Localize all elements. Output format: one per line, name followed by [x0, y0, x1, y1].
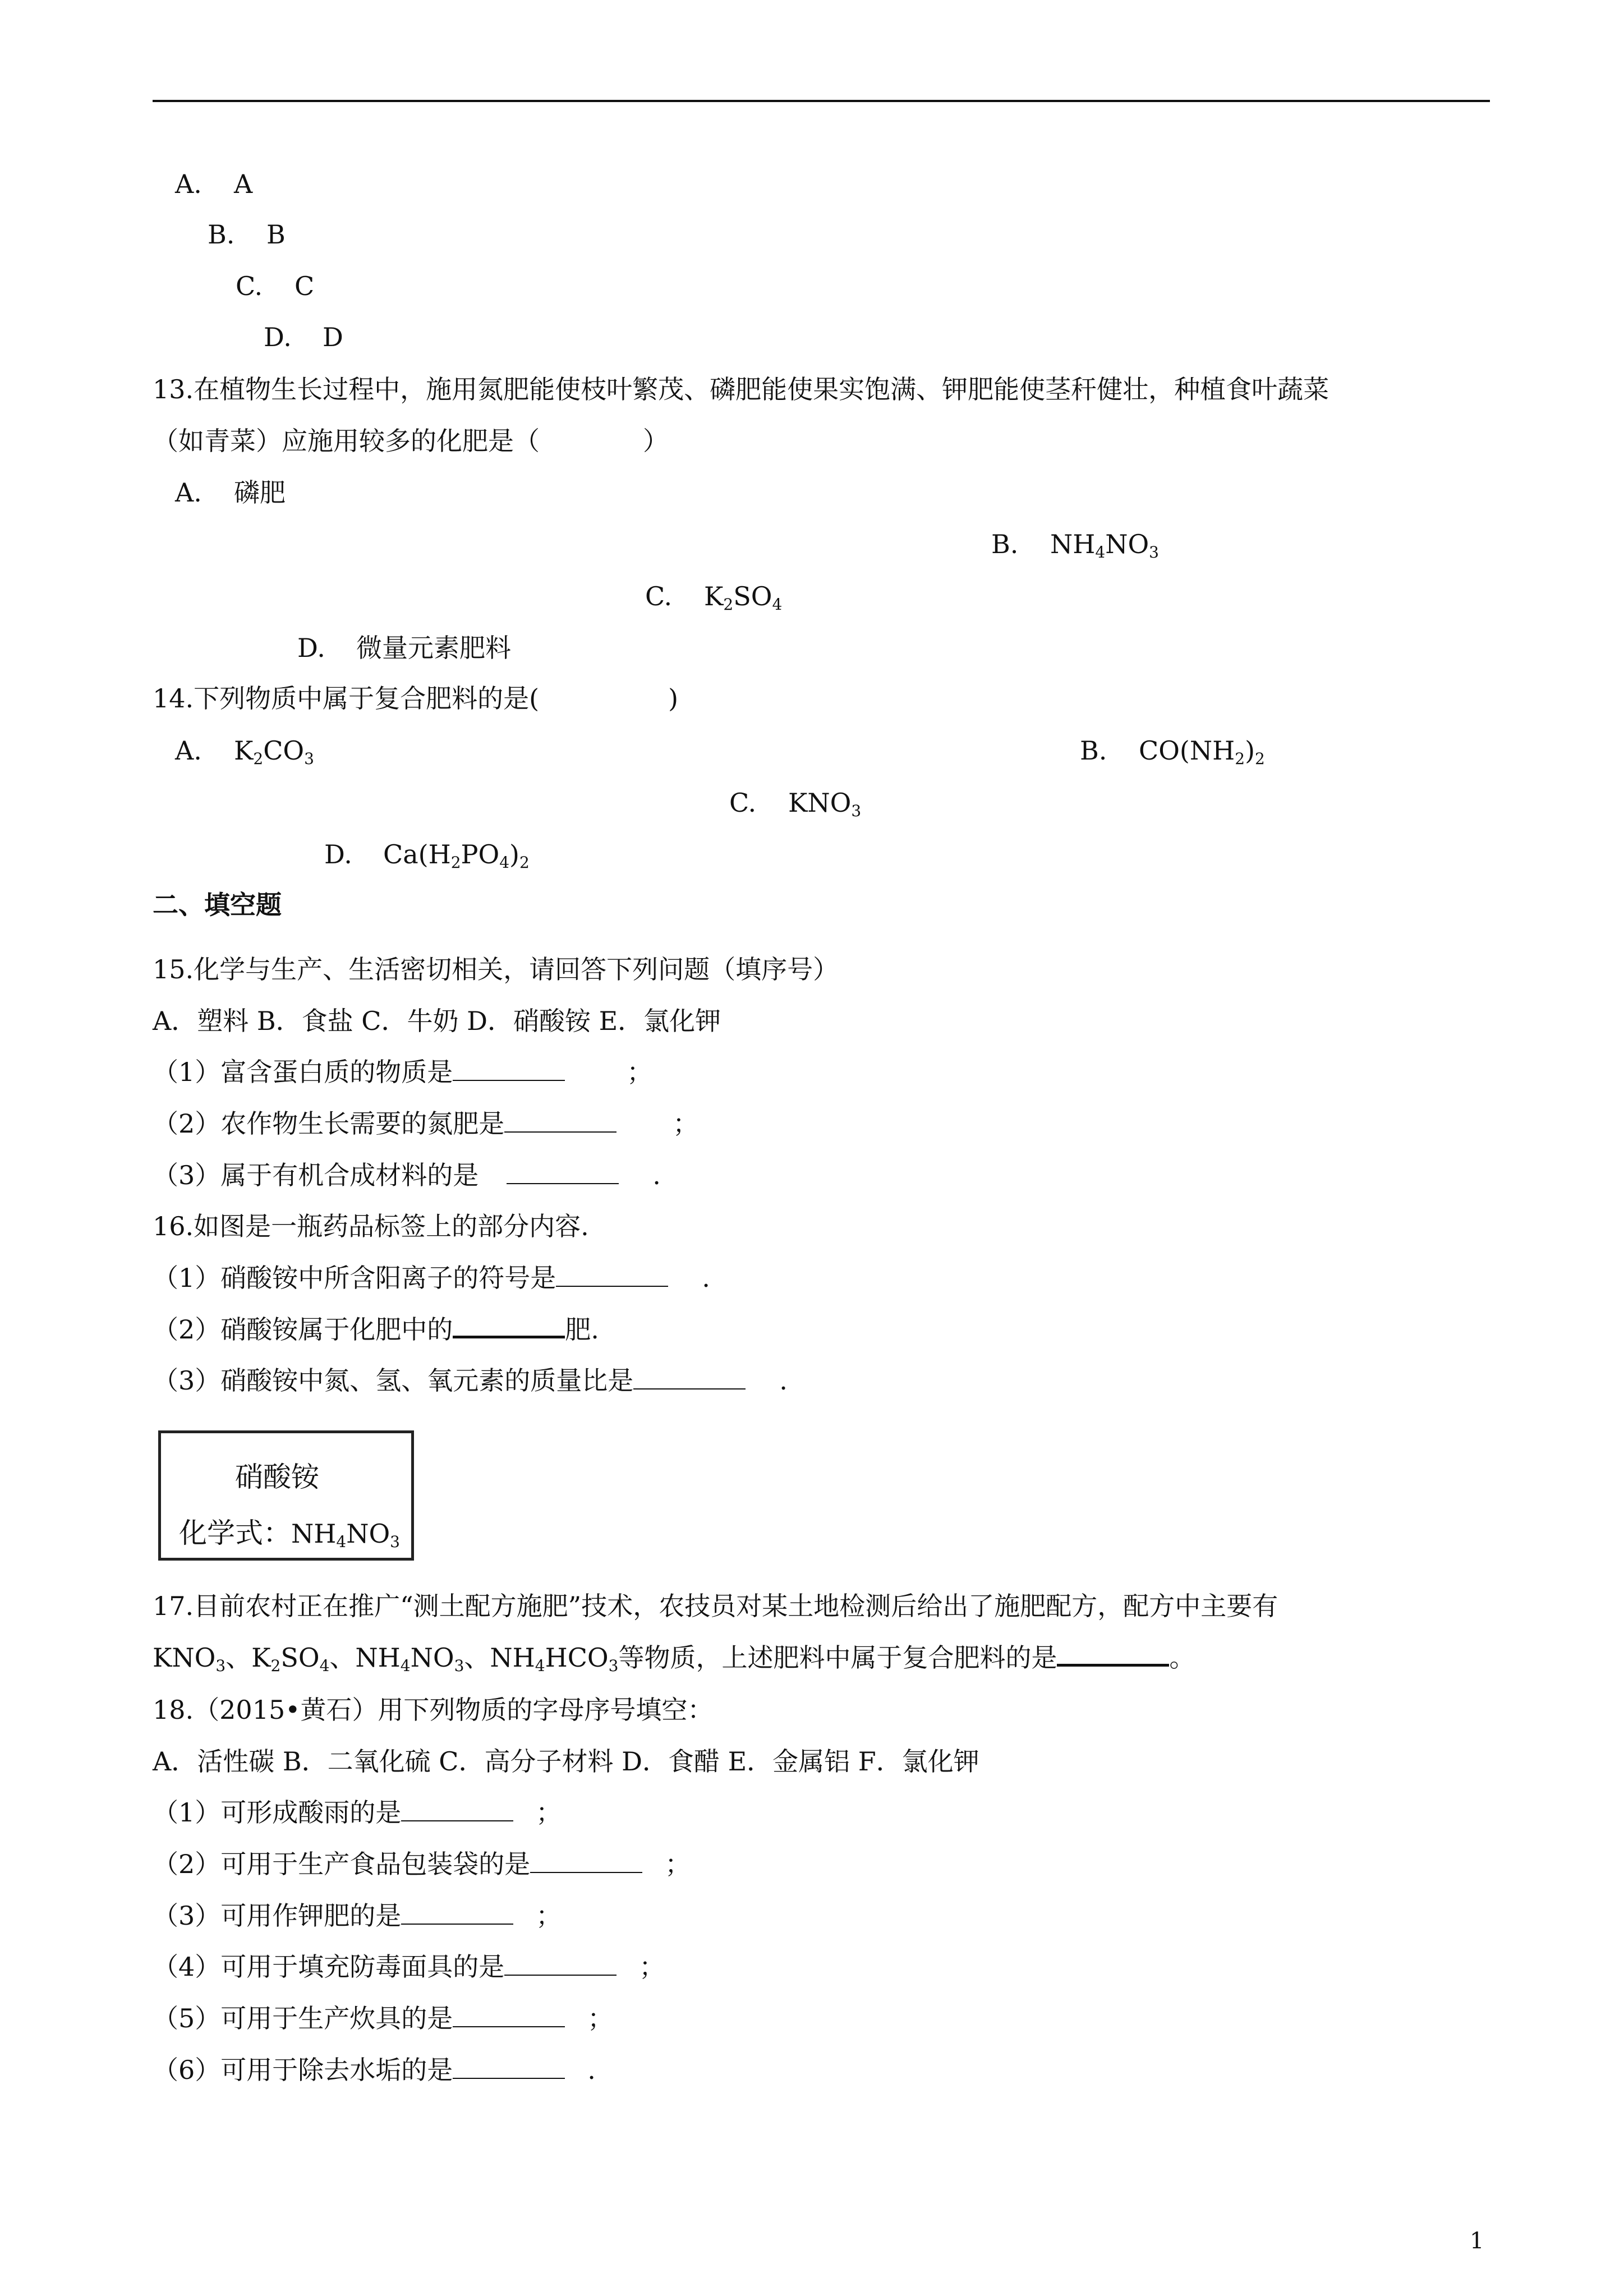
- q15-part2: （2）农作物生长需要的氮肥是 ；: [153, 1108, 699, 1139]
- q17-stem-line2: $KNO_3$、$K_2SO_4$、$NH_4NO_3$、$NH_4HCO_3$等物质，上述肥料中属于复合肥料的是 。: [153, 1642, 1195, 1675]
- q15-part3: （3）属于有机合成材料的是 .: [153, 1160, 661, 1190]
- section-heading: 二、填空题: [153, 890, 282, 920]
- page-number: 1: [1470, 2228, 1484, 2254]
- answer-blank[interactable]: [1057, 1645, 1169, 1667]
- medicine-label: [158, 1430, 414, 1561]
- answer-blank[interactable]: [453, 2059, 565, 2079]
- answer-blank[interactable]: [556, 1267, 668, 1287]
- q13-stem-line2: （如青菜）应施用较多的化肥是（ ）: [153, 426, 669, 456]
- q18-part3: （3）可用作钾肥的是 ；: [153, 1901, 562, 1931]
- q14-option-a: A. $K_2CO_3$: [175, 735, 314, 768]
- q18-choices: A．活性碳 B．二氧化硫 C．高分子材料 D．食醋 E．金属铝 F．氯化钾: [153, 1746, 979, 1777]
- q15-stem: 15.化学与生产、生活密切相关，请回答下列问题（填序号）: [153, 954, 839, 984]
- prev-option-b: B. B: [208, 219, 286, 250]
- answer-blank[interactable]: [530, 1853, 642, 1873]
- label-name: 硝酸铵: [235, 1461, 319, 1493]
- answer-blank[interactable]: [633, 1369, 746, 1389]
- header-rule: [153, 100, 1490, 102]
- q14-option-c: C. $KNO_3$: [729, 788, 862, 820]
- q18-stem: 18.（2015•黄石）用下列物质的字母序号填空：: [153, 1695, 714, 1725]
- q18-part4: （4）可用于填充防毒面具的是 ；: [153, 1952, 665, 1982]
- answer-blank[interactable]: [504, 1112, 617, 1133]
- prev-option-c: C. C: [236, 271, 315, 301]
- q16-part2: （2）硝酸铵属于化肥中的 肥.: [153, 1314, 599, 1345]
- answer-blank[interactable]: [401, 1801, 513, 1821]
- answer-blank[interactable]: [453, 1061, 565, 1081]
- answer-blank[interactable]: [453, 2007, 565, 2027]
- q13-option-b: B. $NH_4NO_3$: [991, 529, 1159, 562]
- q18-part6: （6）可用于除去水垢的是 .: [153, 2055, 596, 2085]
- q15-choices: A．塑料 B．食盐 C．牛奶 D．硝酸铵 E．氯化钾: [153, 1006, 721, 1036]
- q16-stem: 16.如图是一瓶药品标签上的部分内容.: [153, 1211, 589, 1241]
- q13-stem-line1: 13.在植物生长过程中，施用氮肥能使枝叶繁茂、磷肥能使果实饱满、钾肥能使茎秆健壮，种植食叶蔬菜: [153, 374, 1329, 404]
- q13-option-a: A. 磷肥: [175, 477, 286, 508]
- q16-part1: （1）硝酸铵中所含阳离子的符号是 .: [153, 1263, 710, 1293]
- label-formula: 化学式：$NH_4NO_3$: [179, 1517, 400, 1551]
- q14-option-d: D. $Ca(H_2PO_4)_2$: [324, 839, 530, 872]
- q17-stem-line1: 17.目前农村正在推广“测土配方施肥”技术，农技员对某土地检测后给出了施肥配方，配方中主要有: [153, 1591, 1278, 1621]
- prev-option-d: D. D: [264, 322, 343, 352]
- q15-part1: （1）富含蛋白质的物质是 ；: [153, 1057, 653, 1087]
- q18-part1: （1）可形成酸雨的是 ；: [153, 1797, 562, 1828]
- q13-option-d: D. 微量元素肥料: [297, 633, 511, 663]
- q13-option-c: C. $K_2SO_4$: [645, 581, 783, 614]
- q14-option-b: B. $CO(NH_2)_2$: [1080, 735, 1265, 768]
- answer-blank[interactable]: [504, 1955, 617, 1976]
- answer-blank[interactable]: [453, 1317, 565, 1338]
- q16-part3: （3）硝酸铵中氮、氢、氧元素的质量比是 .: [153, 1365, 788, 1396]
- answer-blank[interactable]: [507, 1164, 619, 1184]
- answer-blank[interactable]: [401, 1904, 513, 1925]
- q18-part5: （5）可用于生产炊具的是 ；: [153, 2003, 614, 2033]
- q18-part2: （2）可用于生产食品包装袋的是 ；: [153, 1849, 691, 1879]
- prev-option-a: A. A: [175, 169, 253, 199]
- q14-stem: 14.下列物质中属于复合肥料的是( ): [153, 683, 679, 714]
